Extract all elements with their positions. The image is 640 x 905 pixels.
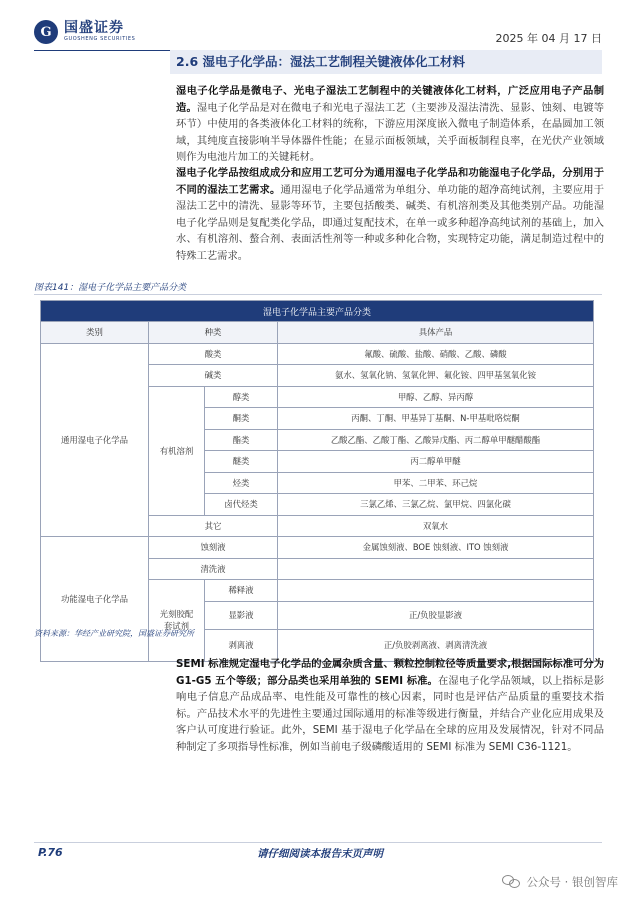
kind-other: 其它 [149, 515, 278, 537]
paragraph-classification-lead: 湿电子化学品按组成成分和应用工艺可分为通用湿电子化学品和功能湿电子化学品，分别用于不同的湿法工艺需求。 [176, 167, 604, 196]
header-kind: 种类 [149, 322, 278, 344]
products-other: 双氧水 [278, 515, 594, 537]
paragraph-classification-body: 通用湿电子化学品通常为单组分、单功能的超净高纯试剂，主要应用于湿法工艺中的清洗、显影等环节，主要包括酸类、碱类、有机溶剂类及其他类别产品。功能湿电子化学品则是复配类化学品，即通过复配技术，在单一或多种超净高纯试剂的基础上，加入水、有机溶剂、螯合剂、表面活性剂等一种或多种化合物，实现特定功能，满足制造过程中的特殊工艺需求。 [176, 183, 605, 262]
products-acid: 氟酸、硫酸、盐酸、硝酸、乙酸、磷酸 [278, 343, 594, 365]
logo-name: 国盛证券 [64, 20, 124, 36]
paragraph-semi-body: 在湿电子化学品领域，以上指标是影响电子信息产品成品率、电性能及可靠性的核心因素，同时也是评估产品质量的重要技术指标。产品技术水平的先进性主要通过国际通用的标准等级进行衡量，并结合产业化应用成果及客户认可度进行验证。此外，SEMI 基于湿电子化学品在全球的应用及发展情况，针对不同品种制定了多项指导性标准，例如当前电子级磷酸适用的 SEMI 标准为 SEMI C36-1121。 [176, 674, 604, 753]
products-hydrocarbon: 甲苯、二甲苯、环己烷 [278, 472, 594, 494]
products-ether: 丙二醇单甲醚 [278, 451, 594, 473]
kind-base: 碱类 [149, 365, 278, 387]
kind-ether: 醚类 [205, 451, 278, 473]
disclaimer-note: 请仔细阅读本报告末页声明 [257, 848, 383, 860]
products-base: 氨水、氢氧化钠、氢氧化钾、氟化铵、四甲基氢氧化铵 [278, 365, 594, 387]
product-classification-table [40, 300, 594, 662]
paragraph-semi [176, 656, 604, 756]
subgroup-photoresist: 光刻胶配套试剂 [149, 580, 205, 662]
company-logo [34, 20, 135, 44]
products-developer: 正/负胶显影液 [278, 601, 594, 629]
paragraph-intro [176, 83, 604, 166]
kind-stripper: 剥离液 [205, 629, 278, 661]
header-category: 类别 [41, 322, 149, 344]
products-etch: 金属蚀刻液、BOE 蚀刻液、ITO 蚀刻液 [278, 537, 594, 559]
kind-thinner: 稀释液 [205, 580, 278, 602]
section-title: 2.6 湿电子化学品：湿法工艺制程关键液体化工材料 [170, 50, 602, 74]
kind-acid: 酸类 [149, 343, 278, 365]
figure-caption: 图表141：湿电子化学品主要产品分类 [34, 283, 187, 293]
footer-divider [34, 842, 602, 843]
page-header [0, 0, 640, 52]
table-row [41, 343, 594, 365]
table-title: 湿电子化学品主要产品分类 [41, 301, 594, 322]
kind-ester: 酯类 [205, 429, 278, 451]
table-title-row [41, 301, 594, 322]
subgroup-organic: 有机溶剂 [149, 386, 205, 515]
logo-mark-icon: G [34, 20, 58, 44]
logo-english: GUOSHENG SECURITIES [64, 36, 136, 42]
products-clean [278, 558, 594, 580]
table-row [41, 537, 594, 559]
header-products: 具体产品 [278, 322, 594, 344]
paragraph-semi-lead: SEMI 标准规定湿电子化学品的金属杂质含量、颗粒控制粒径等质量要求,根据国际标准可分为 G1-G5 五个等级；部分品类也采用单独的 SEMI 标准。 [176, 658, 604, 687]
products-ketone: 丙酮、丁酮、甲基异丁基酮、N-甲基吡咯烷酮 [278, 408, 594, 430]
figure-source: 资料来源：华经产业研究院，国盛证券研究所 [34, 629, 194, 638]
products-stripper: 正/负胶剥离液、剥离清洗液 [278, 629, 594, 661]
wechat-icon [502, 874, 522, 890]
page-number: P.76 [38, 846, 63, 859]
kind-clean: 清洗液 [149, 558, 278, 580]
group-functional: 功能湿电子化学品 [41, 537, 149, 662]
kind-etch: 蚀刻液 [149, 537, 278, 559]
report-date: 2025 年 04 月 17 日 [495, 32, 602, 45]
watermark [502, 874, 618, 890]
kind-halo: 卤代烃类 [205, 494, 278, 516]
kind-developer: 显影液 [205, 601, 278, 629]
kind-alcohol: 醇类 [205, 386, 278, 408]
products-halo: 三氯乙烯、三氯乙烷、氯甲烷、四氯化碳 [278, 494, 594, 516]
paragraph-intro-body: 湿电子化学品是对在微电子和光电子湿法工艺（主要涉及湿法清洗、显影、蚀刻、电镀等环节）中使用的各类液体化工材料的统称，下游应用深度嵌入微电子制造体系，在晶圆加工领域，其纯度直接影响半导体器件性能；在显示面板领域，关乎面板制程良率，在光伏产业领域则作为电池片加工的关键耗材。 [176, 101, 605, 164]
group-general: 通用湿电子化学品 [41, 343, 149, 537]
products-alcohol: 甲醇、乙醇、异丙醇 [278, 386, 594, 408]
paragraph-intro-lead: 湿电子化学品是微电子、光电子湿法工艺制程中的关键液体化工材料，广泛应用电子产品制造。 [176, 85, 604, 114]
table-header-row [41, 322, 594, 344]
watermark-text: 公众号 · 银创智库 [526, 875, 618, 889]
kind-hydrocarbon: 烃类 [205, 472, 278, 494]
paragraph-classification [176, 165, 604, 265]
products-ester: 乙酸乙酯、乙酸丁酯、乙酸异戊酯、丙二醇单甲醚醋酸酯 [278, 429, 594, 451]
products-thinner [278, 580, 594, 602]
caption-divider [34, 294, 602, 295]
kind-ketone: 酮类 [205, 408, 278, 430]
